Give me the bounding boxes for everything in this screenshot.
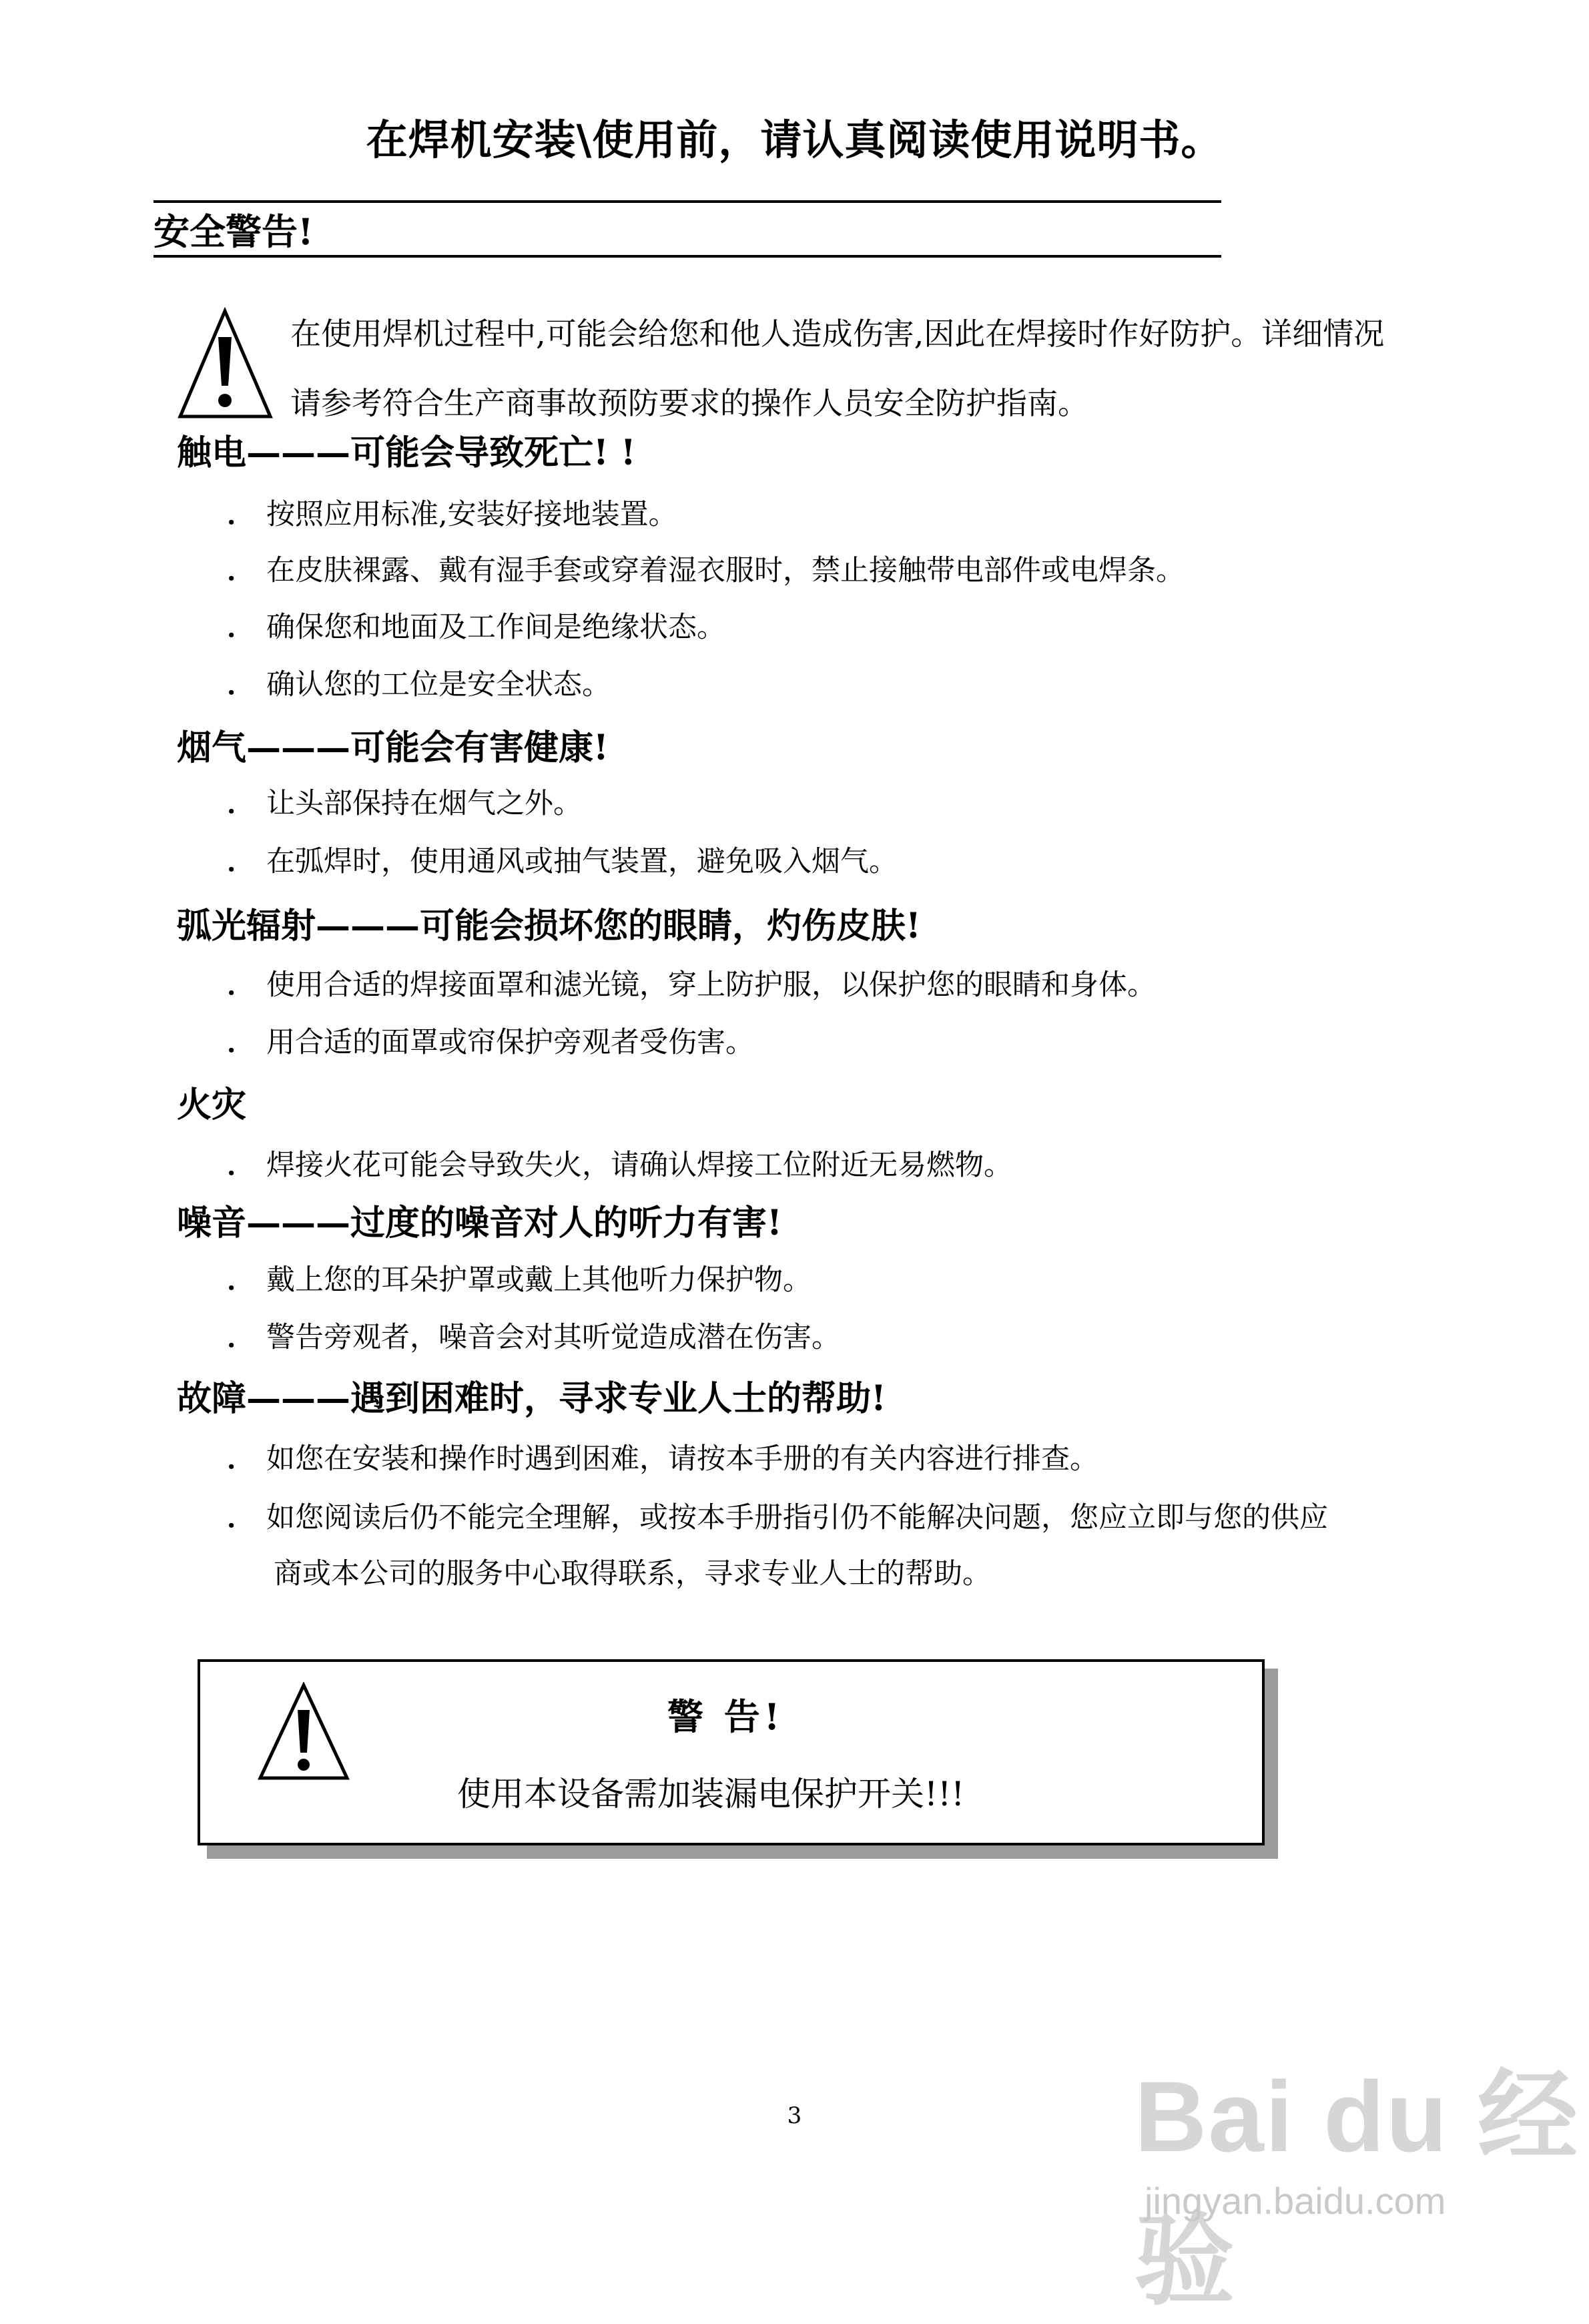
page-number: 3 (787, 2102, 802, 2129)
list-item (227, 605, 725, 645)
list-item (227, 1020, 754, 1061)
warning-box (198, 1659, 1265, 1845)
bullet: ． (227, 787, 256, 820)
bullet: ． (227, 968, 256, 1002)
list-item (227, 1143, 1012, 1183)
list-item (227, 781, 582, 822)
list-item-text: 如您在安装和操作时遇到困难，请按本手册的有关内容进行排查。 (266, 1442, 1098, 1476)
bullet: ． (227, 498, 256, 531)
safety-warning-header: 安全警告! (153, 210, 314, 253)
header-rule-top (153, 200, 1221, 203)
bullet: ． (227, 611, 256, 644)
section-heading-malfunction: 故障———遇到困难时，寻求专业人士的帮助! (177, 1378, 886, 1419)
page-title: 在焊机安装\使用前，请认真阅读使用说明书。 (366, 115, 1223, 164)
warning-box-text: 使用本设备需加装漏电保护开关!!! (457, 1775, 965, 1813)
bullet: ． (227, 1149, 256, 1182)
list-item (227, 492, 677, 533)
bullet: ． (227, 1263, 256, 1297)
bullet: ． (227, 1026, 256, 1059)
warning-box-title: 警 告! (667, 1695, 784, 1738)
list-item-text: 在弧焊时，使用通风或抽气装置，避免吸入烟气。 (266, 845, 898, 878)
list-item-text: 确认您的工位是安全状态。 (266, 668, 611, 701)
list-item-continuation: 商或本公司的服务中心取得联系，寻求专业人士的帮助。 (274, 1557, 991, 1590)
list-item (227, 1436, 1098, 1477)
list-item-text: 确保您和地面及工作间是绝缘状态。 (266, 611, 725, 644)
list-item-text: 戴上您的耳朵护罩或戴上其他听力保护物。 (266, 1263, 812, 1297)
baidu-watermark-url: jingyan.baidu.com (1145, 2180, 1446, 2222)
section-heading-fire: 火灾 (177, 1085, 247, 1125)
list-item-text: 焊接火花可能会导致失火，请确认焊接工位附近无易燃物。 (266, 1149, 1012, 1182)
list-item-text: 警告旁观者，噪音会对其听觉造成潜在伤害。 (266, 1321, 840, 1354)
section-heading-fumes: 烟气———可能会有害健康! (177, 728, 609, 768)
intro-line: 在使用焊机过程中,可能会给您和他人造成伤害,因此在焊接时作好防护。详细情况 (290, 316, 1385, 352)
section-heading-electric-shock: 触电———可能会导致死亡! ! (177, 432, 636, 473)
header-rule-bottom (153, 255, 1221, 258)
bullet: ． (227, 845, 256, 878)
list-item (227, 1257, 812, 1298)
list-item-text: 按照应用标准,安装好接地装置。 (266, 498, 677, 531)
list-item-text: 让头部保持在烟气之外。 (266, 787, 582, 820)
list-item (227, 1315, 840, 1356)
bullet: ． (227, 1442, 256, 1476)
list-item-text: 如您阅读后仍不能完全理解，或按本手册指引仍不能解决问题，您应立即与您的供应 (266, 1501, 1328, 1534)
intro-line: 请参考符合生产商事故预防要求的操作人员安全防护指南。 (290, 385, 1088, 421)
list-item (227, 662, 611, 703)
list-item-text: 在皮肤裸露、戴有湿手套或穿着湿衣服时，禁止接触带电部件或电焊条。 (266, 554, 1185, 587)
list-item (227, 962, 1156, 1003)
baidu-watermark-logo: Bai du 经验 (1135, 2060, 1580, 2317)
section-heading-noise: 噪音———过度的噪音对人的听力有害! (177, 1203, 782, 1243)
list-item-text: 使用合适的焊接面罩和滤光镜，穿上防护服，以保护您的眼睛和身体。 (266, 968, 1156, 1002)
bullet: ． (227, 554, 256, 587)
list-item (227, 1495, 1328, 1536)
bullet: ． (227, 668, 256, 701)
list-item (227, 839, 898, 880)
list-item (227, 548, 1185, 589)
list-item-text: 用合适的面罩或帘保护旁观者受伤害。 (266, 1026, 754, 1059)
bullet: ． (227, 1501, 256, 1534)
section-heading-arc-radiation: 弧光辐射———可能会损坏您的眼睛，灼伤皮肤! (177, 906, 921, 946)
warning-triangle-icon (177, 307, 274, 420)
bullet: ． (227, 1321, 256, 1354)
warning-triangle-icon (257, 1682, 350, 1782)
intro-paragraph (290, 299, 1478, 438)
